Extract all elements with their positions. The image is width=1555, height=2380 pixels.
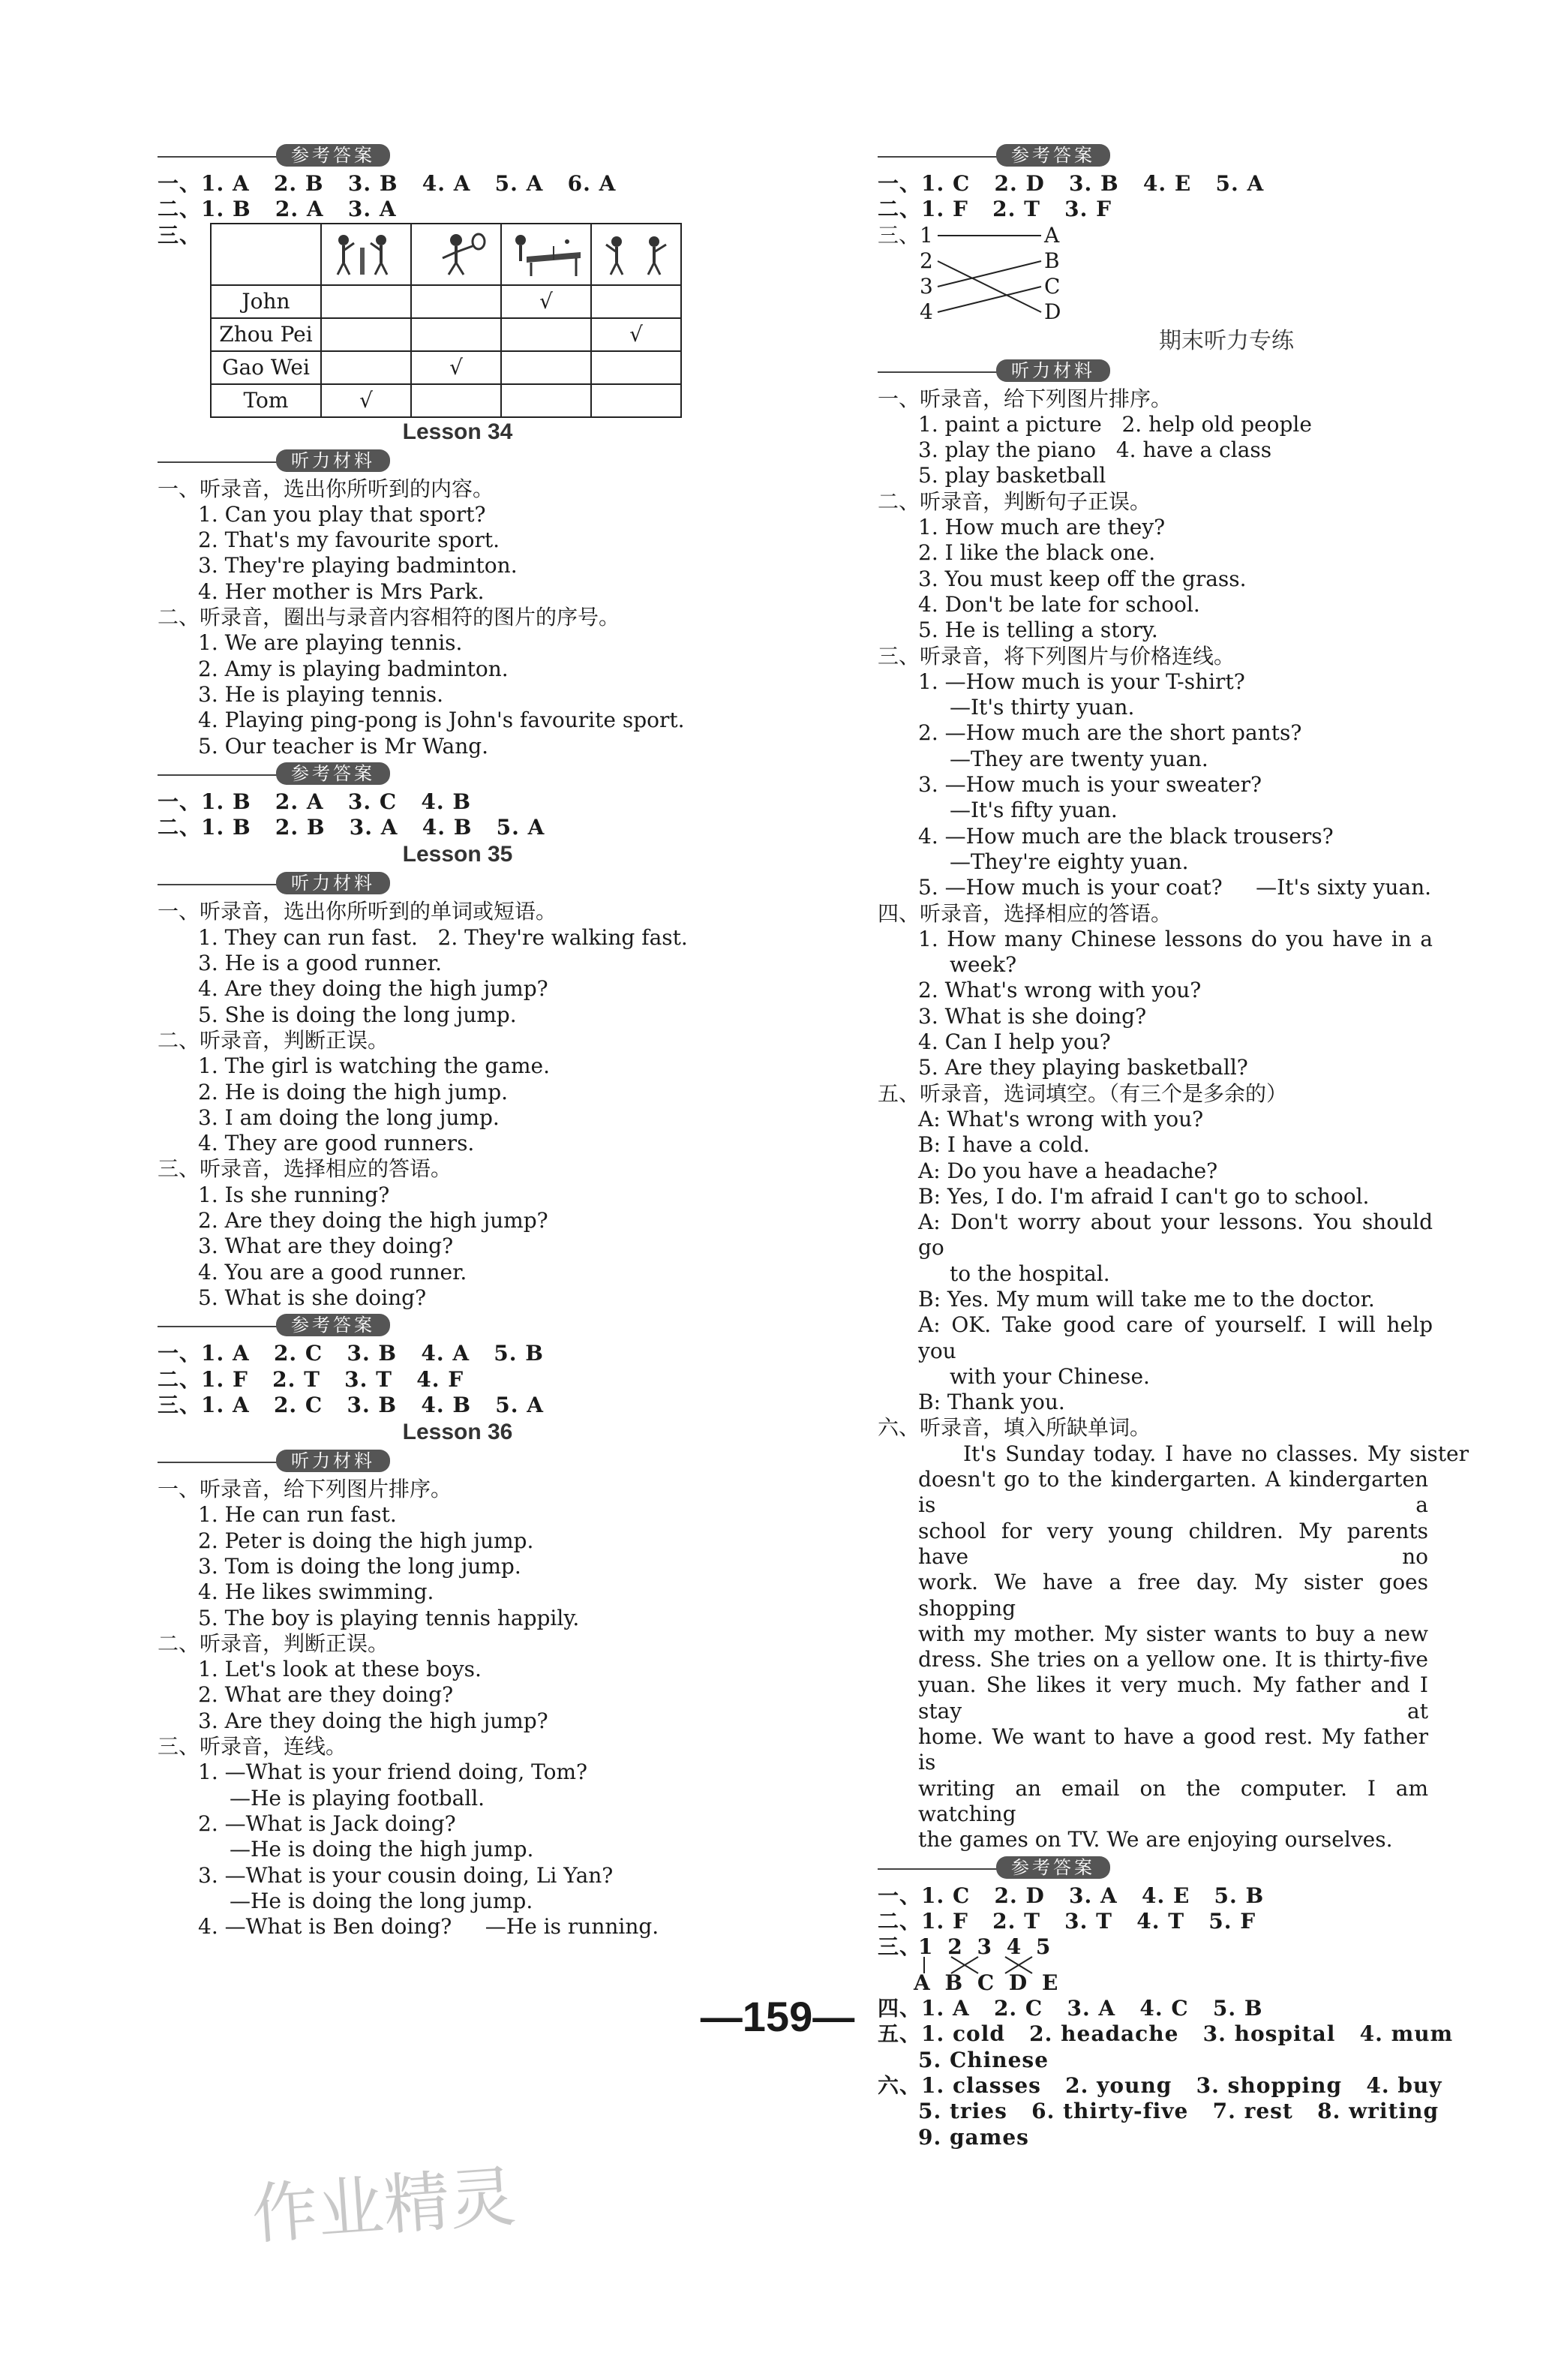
material-line: —They are twenty yuan. (950, 746, 1208, 771)
question-heading: 六、听录音，填入所缺单词。 (878, 1415, 1151, 1441)
answer-line: 四、1. A 2. C 3. A 4. C 5. B (878, 1996, 1263, 2021)
lesson-title: Lesson 36 (402, 1420, 513, 1445)
check-cell (501, 318, 591, 351)
check-cell: √ (501, 285, 591, 318)
passage-line: the games on TV. We are enjoying ourselves. (918, 1827, 1393, 1853)
badminton-players-icon (329, 230, 404, 279)
dialog-line: with your Chinese. (950, 1363, 1150, 1389)
check-cell: √ (591, 318, 681, 351)
check-cell: √ (411, 351, 501, 384)
material-line: 4. He likes swimming. (198, 1579, 434, 1605)
material-line: 4. Playing ping-pong is John's favourite sport. (198, 708, 685, 733)
question-heading: 五、听录音，选词填空。（有三个是多余的） (878, 1080, 1288, 1106)
right-column (878, 141, 1469, 2150)
match-left-item: 三、1 (878, 222, 933, 248)
material-line: —He is playing football. (230, 1785, 485, 1811)
check-cell (591, 384, 681, 417)
row-name: Tom (211, 384, 321, 417)
material-line: —It's thirty yuan. (950, 695, 1135, 720)
answer-line: 一、1. C 2. D 3. A 4. E 5. B (878, 1883, 1265, 1908)
answers-label: 参考答案 (276, 762, 390, 785)
answer-line: 一、1. A 2. C 3. B 4. A 5. B (158, 1341, 544, 1366)
material-line: 5. What is she doing? (198, 1285, 427, 1310)
dialog-line: A: OK. Take good care of yourself. I will help you (918, 1312, 1433, 1363)
check-cell: √ (321, 384, 411, 417)
material-line: 3. You must keep off the grass. (918, 566, 1247, 591)
material-line: 2. —What is Jack doing? (198, 1811, 456, 1836)
dialog-line: B: Yes, I do. I'm afraid I can't go to school. (918, 1183, 1370, 1209)
material-line: 1. Let's look at these boys. (198, 1657, 482, 1682)
section-bar (158, 446, 698, 476)
material-line: 2. Peter is doing the high jump. (198, 1528, 534, 1553)
answer-line: 三、1. A 2. C 3. B 4. B 5. A (158, 1392, 544, 1417)
match-right-item: A (1044, 222, 1060, 248)
divider (158, 884, 278, 885)
match-right-item: B (1044, 248, 1060, 273)
material-line: 4. They are good runners. (198, 1131, 475, 1156)
question-heading: 二、听录音，判断正误。 (158, 1027, 389, 1053)
badminton-picture-cell (321, 224, 411, 285)
check-cell (321, 318, 411, 351)
final-practice-title: 期末听力专练 (1159, 327, 1294, 354)
dialog-line: A: Don't worry about your lessons. You should go (918, 1210, 1433, 1261)
section-bar (158, 1447, 698, 1477)
listening-label: 听力材料 (276, 872, 390, 894)
table-row (211, 351, 681, 384)
table-row (211, 285, 681, 318)
passage-line: yuan. She likes it very much. My father and I stay at (918, 1672, 1428, 1723)
divider (158, 156, 278, 158)
answer-table (210, 223, 682, 418)
material-line: 5. Our teacher is Mr Wang. (198, 733, 489, 759)
question-heading: 二、听录音，圈出与录音内容相符的图片的序号。 (158, 605, 620, 630)
dialog-line: A: Do you have a headache? (918, 1158, 1218, 1183)
answer-line: 一、1. A 2. B 3. B 4. A 5. A 6. A (158, 171, 617, 196)
check-cell (411, 285, 501, 318)
answer-line: 一、1. B 2. A 3. C 4. B (158, 789, 471, 814)
tennis-picture-cell (411, 224, 501, 285)
question-heading: 一、听录音，选出你所听到的单词或短语。 (158, 899, 557, 924)
material-line: 4. You are a good runner. (198, 1259, 467, 1285)
answer-line: 一、1. C 2. D 3. B 4. E 5. A (878, 171, 1265, 196)
section-bar (878, 141, 1433, 171)
material-line: 5. play basketball (918, 463, 1106, 488)
question-heading: 一、听录音，给下列图片排序。 (878, 386, 1172, 411)
divider (158, 461, 278, 463)
match-right-item: D (1044, 299, 1061, 324)
divider (158, 1462, 278, 1463)
section-bar (878, 356, 1433, 386)
answer-line: 5. Chinese (918, 2047, 1049, 2072)
lesson-title: Lesson 35 (402, 842, 513, 867)
question-heading: 三、听录音，选择相应的答语。 (158, 1156, 452, 1182)
material-line: 3. He is playing tennis. (198, 681, 444, 707)
matching-block (914, 1934, 1173, 1996)
material-line: —It's fifty yuan. (950, 798, 1118, 823)
question-heading: 二、听录音，判断正误。 (158, 1630, 389, 1656)
row-name: Gao Wei (211, 351, 321, 384)
watermark-logo: 作业精灵 (249, 2157, 518, 2254)
match-top-row: 1 2 3 4 5 (918, 1934, 1051, 1960)
material-line: 2. I like the black one. (918, 540, 1156, 566)
listening-label: 听力材料 (276, 449, 390, 472)
dialog-line: A: What's wrong with you? (918, 1106, 1204, 1131)
table-row (211, 318, 681, 351)
material-line: —They're eighty yuan. (950, 849, 1189, 874)
lesson-title: Lesson 34 (402, 419, 513, 444)
check-cell (591, 285, 681, 318)
matching-answer (878, 223, 1073, 326)
match-left-item: 4 (920, 299, 933, 324)
material-line: 1. Can you play that sport? (198, 501, 486, 527)
material-line: 3. He is a good runner. (198, 951, 443, 976)
answers-label: 参考答案 (996, 1856, 1110, 1879)
material-line: 2. Amy is playing badminton. (198, 656, 509, 681)
passage-line: school for very young children. My parents have no (918, 1518, 1428, 1569)
answer-line: 二、1. B 2. A 3. A (158, 197, 397, 222)
table-row (211, 384, 681, 417)
question-heading: 二、听录音，判断句子正误。 (878, 488, 1151, 514)
material-line: 3. Are they doing the high jump? (198, 1708, 548, 1733)
material-line: —He is doing the long jump. (230, 1888, 533, 1913)
material-line: 1. They can run fast. 2. They're walking fast. (198, 924, 688, 950)
section-bar (158, 869, 698, 899)
material-line: 2. What's wrong with you? (918, 978, 1202, 1003)
material-line: 3. —What is your cousin doing, Li Yan? (198, 1862, 614, 1888)
material-line: 5. Are they playing basketball? (918, 1055, 1248, 1080)
dialog-line: B: Yes. My mum will take me to the doctor. (918, 1286, 1375, 1312)
answers-label: 参考答案 (276, 1314, 390, 1336)
material-line: 2. Are they doing the high jump? (198, 1208, 548, 1234)
check-cell (501, 351, 591, 384)
row-name: John (211, 285, 321, 318)
question-heading: 三、听录音，连线。 (158, 1734, 347, 1759)
listening-label: 听力材料 (996, 359, 1110, 382)
dialog-line: to the hospital. (950, 1261, 1110, 1286)
table-header-row (211, 224, 681, 285)
material-line: 5. She is doing the long jump. (198, 1002, 517, 1027)
material-line: 1. He can run fast. (198, 1502, 397, 1528)
answer-line: 三、 (878, 1934, 922, 1960)
answer-line: 二、1. B 2. B 3. A 4. B 5. A (158, 815, 545, 840)
material-line: 3. Tom is doing the long jump. (198, 1553, 521, 1579)
passage-line: dress. She tries on a yellow one. It is thirty-five (918, 1647, 1428, 1672)
match-right-item: C (1044, 273, 1061, 299)
answer-line: 5. tries 6. thirty-five 7. rest 8. writing (918, 2099, 1439, 2124)
question-heading: 一、听录音，给下列图片排序。 (158, 1477, 452, 1502)
material-line: 4. Her mother is Mrs Park. (198, 578, 485, 604)
material-line: 1. How many Chinese lessons do you have in a (918, 926, 1433, 951)
material-line: 3. —How much is your sweater? (918, 772, 1262, 798)
answers-label: 参考答案 (996, 144, 1110, 167)
match-left-item: 2 (920, 248, 933, 273)
check-cell (411, 384, 501, 417)
ping-pong-picture-cell (501, 224, 591, 285)
material-line: 1. Is she running? (198, 1182, 390, 1207)
material-line: 1. paint a picture 2. help old people (918, 411, 1312, 437)
passage-line: with my mother. My sister wants to buy a new (918, 1621, 1428, 1646)
material-line: 1. The girl is watching the game. (198, 1053, 550, 1079)
answer-line: 二、1. F 2. T 3. T 4. T 5. F (878, 1908, 1256, 1934)
question-heading: 四、听录音，选择相应的答语。 (878, 900, 1172, 926)
divider (878, 156, 998, 158)
material-line: 1. —What is your friend doing, Tom? (198, 1759, 588, 1785)
material-line: 3. What are they doing? (198, 1234, 454, 1259)
passage-line: doesn't go to the kindergarten. A kindergarten is a (918, 1467, 1428, 1518)
material-line: 3. They're playing badminton. (198, 553, 518, 578)
material-line: 2. He is doing the high jump. (198, 1079, 509, 1104)
material-line: 4. —What is Ben doing? —He is running. (198, 1914, 659, 1940)
section-bar (158, 759, 698, 789)
dialog-line: B: Thank you. (918, 1390, 1065, 1415)
ping-pong-table-icon (509, 230, 584, 279)
passage-line: It's Sunday today. I have no classes. My sister (963, 1441, 1469, 1466)
section-bar (158, 1311, 698, 1341)
material-line: 4. Are they doing the high jump? (198, 976, 548, 1002)
divider (878, 1868, 998, 1870)
check-cell (321, 351, 411, 384)
check-cell (501, 384, 591, 417)
answers-label: 参考答案 (276, 144, 390, 167)
page-number: —159— (700, 1993, 855, 2040)
question-heading: 一、听录音，选出你所听到的内容。 (158, 476, 494, 501)
badminton-pair-icon (599, 230, 674, 279)
answer-line: 五、1. cold 2. headache 3. hospital 4. mum (878, 2021, 1454, 2047)
section-bar (878, 1853, 1433, 1883)
material-line: 4. Don't be late for school. (918, 591, 1200, 617)
answer-line: 二、1. F 2. T 3. T 4. F (158, 1366, 464, 1392)
final-matching-answer (878, 1934, 1433, 1996)
tennis-player-icon (419, 230, 494, 279)
material-line: 2. That's my favourite sport. (198, 527, 500, 553)
answer-line: 二、1. F 2. T 3. F (878, 197, 1112, 222)
row-name: Zhou Pei (211, 318, 321, 351)
section-bar (158, 141, 698, 171)
match-left-item: 3 (920, 273, 933, 299)
left-column: 参考答案 一、1. A 2. B 3. B 4. A 5. A 6. A 二、1. B 2. A 3. A 三、 John √ Zhou Pei √ Gao Wei √ Tom √ Lesson 34 听力材料 一、听录音，选出你所听到的内容。 1. Can you play that sport? 2. That's my favourite sport. 3. They're playing badminton. 4. Her mother is Mrs Park. 二、听录音，圈出与录音内容相符的图片的序号。 1. We are playing tennis. 2. Amy is playing badminton. 3. He is playing tennis. 4. Playing ping-pong is John's favourite sport. 5. Our teacher is Mr Wang. 参考答案 一、1. B 2. A 3. C 4. B 二、1. B 2. B 3. A 4. B 5. A Lesson 35 听力材料 一、听录音，选出你所听到的单词或短语。 1. They can run fast. 2. They're walking fast. 3. He is a good runner. 4. Are they doing the high jump? 5. She is doing the long jump. 二、听录音，判断正误。 1. The girl is watching the game. 2. He is doing the high jump. 3. I am doing the long jump. 4. They are good runners. 三、听录音，选择相应的答语。 1. Is she running? 2. Are they doing the high jump? 3. What are they doing? 4. You are a good runner. 5. What is she doing? 参考答案 一、1. A 2. C 3. B 4. A 5. B 二、1. F 2. T 3. T 4. F 三、1. A 2. C 3. B 4. B 5. A Lesson 36 听力材料 一、听录音，给下列图片排序。 1. He can run fast. 2. Peter is doing the high jump. 3. Tom is doing the long jump. 4. He likes swimming. 5. The boy is playing tennis happily. 二、听录音，判断正误。 1. Let's look at these boys. 2. What are they doing? 3. Are they doing the high jump? 三、听录音，连线。 1. —What is your friend doing, Tom? —He is playing football. 2. —What is Jack doing? —He is doing the high jump. 3. —What is your cousin doing, Li Yan? —He is doing the long jump. 4. —What is Ben doing? —He is running. (158, 141, 698, 1940)
dialog-line: B: I have a cold. (918, 1132, 1090, 1158)
material-line: 1. We are playing tennis. (198, 630, 463, 656)
material-line: week? (950, 952, 1017, 978)
table-corner-cell (211, 224, 321, 285)
material-line: 5. He is telling a story. (918, 618, 1158, 643)
divider (878, 371, 998, 373)
material-line: 2. —How much are the short pants? (918, 720, 1302, 746)
material-line: —He is doing the high jump. (230, 1837, 534, 1862)
check-cell (591, 351, 681, 384)
material-line: 4. Can I help you? (918, 1029, 1111, 1055)
check-cell (411, 318, 501, 351)
passage-line: work. We have a free day. My sister goes shopping (918, 1570, 1428, 1621)
question-heading: 三、听录音，将下列图片与价格连线。 (878, 643, 1235, 669)
passage-line: home. We want to have a good rest. My father is (918, 1724, 1428, 1775)
material-line: 4. —How much are the black trousers? (918, 823, 1334, 849)
material-line: 5. The boy is playing tennis happily. (198, 1605, 580, 1630)
material-line: 3. I am doing the long jump. (198, 1104, 500, 1130)
divider (158, 1326, 278, 1327)
material-line: 5. —How much is your coat? —It's sixty yuan. (918, 875, 1432, 900)
match-bottom-row: A B C D E (914, 1970, 1058, 1996)
passage-line: writing an email on the computer. I am watching (918, 1775, 1428, 1826)
answer-line: 六、1. classes 2. young 3. shopping 4. buy (878, 2073, 1442, 2098)
answer-line: 9. games (918, 2124, 1029, 2150)
check-cell (321, 285, 411, 318)
material-line: 1. How much are they? (918, 515, 1166, 540)
badminton2-picture-cell (591, 224, 681, 285)
material-line: 1. —How much is your T-shirt? (918, 669, 1245, 694)
divider (158, 774, 278, 776)
material-line: 3. What is she doing? (918, 1003, 1147, 1029)
material-line: 2. What are they doing? (198, 1682, 454, 1708)
listening-label: 听力材料 (276, 1450, 390, 1472)
material-line: 3. play the piano 4. have a class (918, 437, 1272, 463)
